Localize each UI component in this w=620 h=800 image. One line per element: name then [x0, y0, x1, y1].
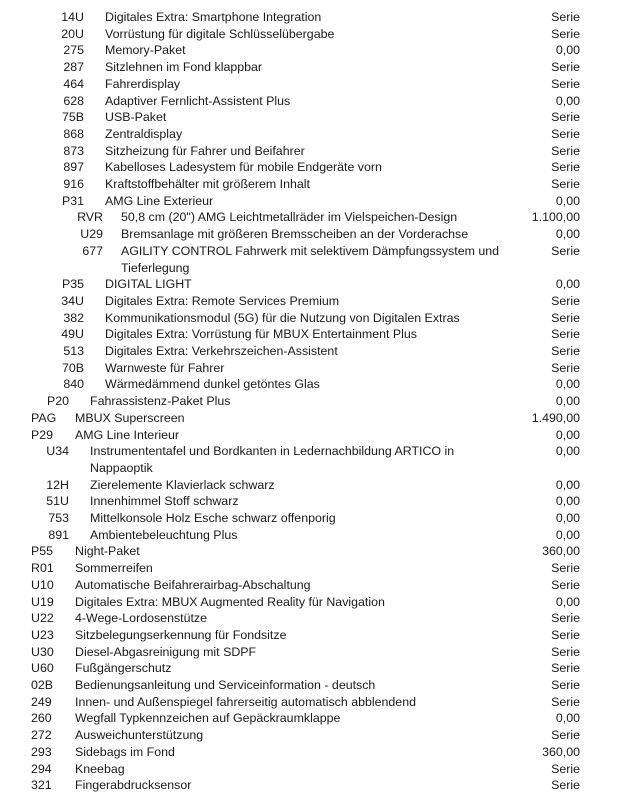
- option-description: Sitzlehnen im Fond klappbar: [105, 60, 263, 75]
- list-item: [0, 644, 620, 661]
- list-item: [0, 360, 620, 377]
- option-code: U30: [31, 644, 54, 659]
- option-description: Bedienungsanleitung und Serviceinformation - deutsch: [75, 678, 376, 692]
- list-item: [0, 293, 620, 310]
- option-description: Sidebags im Fond: [75, 744, 175, 759]
- list-item: [0, 660, 620, 677]
- list-item: [0, 727, 620, 744]
- list-item: [0, 443, 620, 475]
- option-code: 513: [63, 344, 84, 358]
- option-code: 293: [31, 744, 52, 759]
- option-price: 360,00: [542, 544, 580, 559]
- option-description: 50,8 cm (20") AMG Leichtmetallräder im Vielspeichen-Design: [121, 210, 458, 225]
- option-description: Fahrerdisplay: [105, 76, 181, 91]
- option-price: Serie: [551, 644, 580, 659]
- option-code: P35: [61, 277, 84, 292]
- option-code: 321: [31, 778, 52, 793]
- option-price: Serie: [551, 728, 580, 743]
- option-description: Memory-Paket: [105, 43, 186, 58]
- option-description: Digitales Extra: Verkehrszeichen-Assistent: [105, 344, 338, 358]
- list-item: [0, 109, 620, 126]
- option-code: 873: [63, 143, 84, 158]
- option-description: Fahrassistenz-Paket Plus: [90, 394, 231, 409]
- option-description: Warnweste für Fahrer: [105, 360, 225, 375]
- list-item: [0, 143, 620, 160]
- option-price: 360,00: [542, 744, 580, 759]
- option-price: Serie: [551, 76, 580, 91]
- option-description: USB-Paket: [105, 110, 167, 125]
- option-code: 840: [63, 377, 84, 392]
- option-price: 0,00: [555, 394, 580, 409]
- option-code: 753: [48, 511, 69, 525]
- list-item: [0, 276, 620, 293]
- list-item: [0, 610, 620, 627]
- option-code: 897: [63, 160, 84, 175]
- option-description: Digitales Extra: Vorrüstung für MBUX Entertainment Plus: [105, 327, 417, 342]
- option-price: Serie: [551, 360, 580, 375]
- option-code: U23: [31, 627, 54, 642]
- option-code: R01: [31, 561, 54, 576]
- list-item: [0, 761, 620, 778]
- option-code: 249: [31, 694, 52, 709]
- option-description: Instrumententafel und Bordkanten in Ledernachbildung ARTICO in Nappaoptik: [90, 444, 455, 475]
- option-code: P31: [61, 193, 84, 208]
- option-price: Serie: [551, 160, 580, 175]
- option-description: Zierelemente Klavierlack schwarz: [90, 477, 275, 492]
- option-price: Serie: [551, 561, 580, 576]
- option-price: 0,00: [555, 193, 580, 208]
- option-price: 0,00: [555, 377, 580, 392]
- option-price: 0,00: [555, 711, 580, 726]
- option-price: Serie: [551, 761, 580, 776]
- option-price: Serie: [551, 10, 580, 24]
- option-description: Wegfall Typkennzeichen auf Gepäckraumklappe: [75, 711, 341, 726]
- option-price: 0,00: [555, 494, 580, 509]
- option-description: Sitzheizung für Fahrer und Beifahrer: [105, 143, 305, 158]
- option-description: Kommunikationsmodul (5G) für die Nutzung von Digitalen Extras: [105, 310, 460, 325]
- option-price: Serie: [551, 611, 580, 626]
- option-description: Innenhimmel Stoff schwarz: [90, 494, 239, 509]
- option-price: 0,00: [555, 444, 580, 459]
- option-price: Serie: [551, 143, 580, 158]
- option-description: AGILITY CONTROL Fahrwerk mit selektivem Dämpfungssystem und Tieferlegung: [121, 243, 500, 275]
- option-code: 75B: [61, 110, 84, 125]
- option-price: 0,00: [555, 227, 580, 242]
- list-item: [0, 193, 620, 210]
- list-item: [0, 477, 620, 494]
- option-code: 12H: [46, 477, 69, 492]
- option-price: 1.490,00: [531, 410, 580, 425]
- option-description: Kabelloses Ladesystem für mobile Endgeräte vorn: [105, 160, 382, 175]
- option-code: 382: [63, 310, 84, 325]
- option-code: U34: [46, 444, 69, 459]
- option-price: 0,00: [555, 477, 580, 492]
- option-code: P55: [31, 544, 54, 559]
- option-price: Serie: [551, 26, 580, 41]
- option-description: Digitales Extra: MBUX Augmented Reality für Navigation: [75, 594, 385, 609]
- option-code: 34U: [61, 293, 84, 308]
- option-code: RVR: [77, 210, 103, 225]
- list-item: [0, 326, 620, 343]
- option-price: Serie: [551, 678, 580, 692]
- list-item: [0, 9, 620, 26]
- option-description: Night-Paket: [75, 544, 140, 559]
- option-description: 4-Wege-Lordosenstütze: [75, 611, 208, 626]
- option-code: 628: [63, 93, 84, 108]
- option-code: 916: [63, 177, 84, 191]
- option-price: Serie: [551, 310, 580, 325]
- option-description: Ausweichunterstützung: [75, 728, 204, 743]
- option-price: Serie: [551, 60, 580, 75]
- list-item: [0, 176, 620, 193]
- option-code: U29: [80, 227, 103, 242]
- list-item: [0, 744, 620, 761]
- option-description: Kneebag: [75, 761, 125, 776]
- option-code: 677: [82, 243, 103, 258]
- list-item: [0, 376, 620, 393]
- option-description: Innen- und Außenspiegel fahrerseitig automatisch abblendend: [75, 694, 416, 709]
- option-description: Automatische Beifahrerairbag-Abschaltung: [75, 577, 311, 592]
- option-price: Serie: [551, 778, 580, 793]
- option-description: AMG Line Exterieur: [105, 193, 214, 208]
- option-price: Serie: [551, 694, 580, 709]
- option-code: 868: [63, 126, 84, 141]
- option-description: Zentraldisplay: [105, 126, 183, 141]
- option-code: 275: [63, 43, 84, 58]
- option-price: Serie: [551, 577, 580, 592]
- list-item: [0, 93, 620, 110]
- option-price: Serie: [551, 627, 580, 642]
- list-item: [0, 393, 620, 410]
- list-item: [0, 159, 620, 176]
- option-price: Serie: [551, 177, 580, 191]
- list-item: [0, 627, 620, 644]
- list-item: [0, 527, 620, 544]
- option-description: Wärmedämmend dunkel getöntes Glas: [105, 377, 320, 392]
- option-code: P29: [31, 427, 54, 442]
- option-price: Serie: [551, 243, 580, 258]
- list-item: [0, 594, 620, 611]
- option-code: 294: [31, 761, 52, 776]
- option-description: Mittelkonsole Holz Esche schwarz offenporig: [90, 511, 336, 525]
- option-description: Ambientebeleuchtung Plus: [90, 527, 238, 542]
- list-item: [0, 710, 620, 727]
- option-description: Vorrüstung für digitale Schlüsselübergabe: [105, 26, 335, 41]
- option-code: 70B: [61, 360, 84, 375]
- list-item: [0, 510, 620, 527]
- list-item: [0, 209, 620, 226]
- option-price: Serie: [551, 327, 580, 342]
- list-item: [0, 543, 620, 560]
- option-code: 49U: [61, 327, 84, 342]
- option-description: Fingerabdrucksensor: [75, 778, 192, 793]
- option-description: Sitzbelegungserkennung für Fondsitze: [75, 627, 287, 642]
- list-item: [0, 310, 620, 327]
- list-item: [0, 226, 620, 243]
- option-description: DIGITAL LIGHT: [105, 277, 192, 292]
- option-code: U19: [31, 594, 54, 609]
- list-item: [0, 243, 620, 275]
- option-price: 0,00: [555, 93, 580, 108]
- option-description: Diesel-Abgasreinigung mit SDPF: [75, 644, 257, 659]
- option-code: P20: [46, 394, 69, 409]
- option-code: U60: [31, 661, 54, 676]
- option-code: 51U: [46, 494, 69, 509]
- option-code: 287: [63, 60, 84, 75]
- list-item: [0, 777, 620, 794]
- option-description: Adaptiver Fernlicht-Assistent Plus: [105, 93, 291, 108]
- option-price: 0,00: [555, 43, 580, 58]
- option-price: 0,00: [555, 527, 580, 542]
- list-item: [0, 493, 620, 510]
- option-price: Serie: [551, 110, 580, 125]
- option-code: 260: [31, 711, 52, 726]
- list-item: [0, 76, 620, 93]
- option-code: U10: [31, 577, 54, 592]
- option-description: Sommerreifen: [75, 561, 153, 576]
- option-code: 272: [31, 728, 52, 743]
- option-description: Fußgängerschutz: [75, 661, 172, 676]
- list-item: [0, 677, 620, 694]
- option-code: 02B: [31, 678, 54, 692]
- option-description: Digitales Extra: Remote Services Premium: [105, 293, 340, 308]
- option-price: 0,00: [555, 427, 580, 442]
- option-price: Serie: [551, 126, 580, 141]
- option-code: U22: [31, 611, 54, 626]
- option-price: 0,00: [555, 511, 580, 525]
- option-description: AMG Line Interieur: [75, 427, 179, 442]
- list-item: [0, 410, 620, 427]
- list-item: [0, 577, 620, 594]
- option-description: Bremsanlage mit größeren Bremsscheiben an der Vorderachse: [121, 227, 469, 242]
- option-price: 0,00: [555, 594, 580, 609]
- option-code: 14U: [61, 10, 84, 24]
- option-code: 20U: [61, 26, 84, 41]
- option-price: Serie: [551, 293, 580, 308]
- list-item: [0, 126, 620, 143]
- list-item: [0, 560, 620, 577]
- option-code: PAG: [31, 410, 57, 425]
- list-item: [0, 343, 620, 360]
- list-item: [0, 694, 620, 711]
- option-description: Kraftstoffbehälter mit größerem Inhalt: [105, 177, 310, 191]
- option-description: Digitales Extra: Smartphone Integration: [105, 10, 322, 24]
- option-code: 464: [63, 76, 84, 91]
- list-item: [0, 427, 620, 444]
- list-item: [0, 59, 620, 76]
- option-price: Serie: [551, 344, 580, 358]
- list-item: [0, 26, 620, 43]
- option-price: Serie: [551, 661, 580, 676]
- option-code: 891: [48, 527, 69, 542]
- option-price: 0,00: [555, 277, 580, 292]
- option-price: 1.100,00: [531, 210, 580, 225]
- list-item: [0, 42, 620, 59]
- option-description: MBUX Superscreen: [75, 410, 185, 425]
